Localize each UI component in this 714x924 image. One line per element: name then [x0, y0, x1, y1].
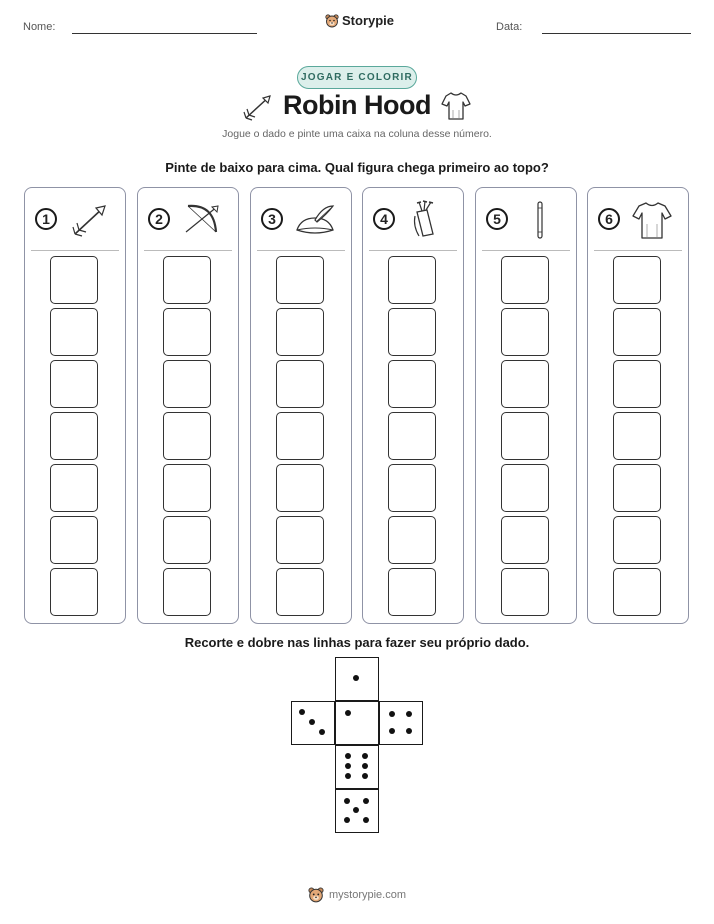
color-box[interactable] [276, 308, 324, 356]
column-divider [369, 250, 457, 251]
color-box[interactable] [501, 412, 549, 460]
die-pip [363, 798, 369, 804]
quiver-icon [405, 200, 449, 240]
color-box[interactable] [501, 464, 549, 512]
die-pip [309, 719, 315, 725]
color-box[interactable] [388, 308, 436, 356]
name-line[interactable] [72, 33, 257, 34]
color-box[interactable] [501, 360, 549, 408]
color-box[interactable] [163, 412, 211, 460]
tunic-icon [630, 200, 674, 240]
activity-badge: JOGAR E COLORIR [297, 66, 417, 89]
color-box[interactable] [50, 516, 98, 564]
date-label: Data: [496, 21, 523, 33]
column-4 [362, 187, 464, 624]
footer [308, 887, 406, 903]
column-2 [137, 187, 239, 624]
column-divider [257, 250, 345, 251]
color-box[interactable] [50, 360, 98, 408]
color-box[interactable] [163, 308, 211, 356]
color-box[interactable] [388, 464, 436, 512]
color-box[interactable] [276, 568, 324, 616]
bear-mascot-icon [308, 887, 324, 903]
color-box[interactable] [50, 256, 98, 304]
game-instruction: Pinte de baixo para cima. Qual figura chega primeiro ao topo? [165, 160, 549, 175]
die-pip [363, 817, 369, 823]
die-face-3 [291, 701, 335, 745]
color-box[interactable] [501, 256, 549, 304]
color-box[interactable] [163, 516, 211, 564]
color-box[interactable] [276, 412, 324, 460]
color-box[interactable] [613, 568, 661, 616]
color-box[interactable] [50, 308, 98, 356]
footer-site[interactable]: mystorypie.com [329, 889, 407, 901]
color-box[interactable] [613, 256, 661, 304]
brand-logo [325, 13, 394, 28]
color-box[interactable] [501, 308, 549, 356]
column-number: 6 [598, 208, 620, 230]
color-box[interactable] [501, 568, 549, 616]
staff-icon [518, 200, 562, 240]
feathered-hat-icon [293, 200, 337, 240]
arrow-icon [67, 200, 111, 240]
column-1 [24, 187, 126, 624]
die-pip [345, 710, 351, 716]
die-pip [344, 817, 350, 823]
color-box[interactable] [163, 360, 211, 408]
color-box[interactable] [163, 256, 211, 304]
die-face-5 [335, 789, 379, 833]
color-box[interactable] [613, 516, 661, 564]
color-box[interactable] [388, 412, 436, 460]
color-box[interactable] [50, 464, 98, 512]
color-box[interactable] [501, 516, 549, 564]
page-title: Robin Hood [283, 90, 431, 120]
column-number: 1 [35, 208, 57, 230]
die-pip [299, 709, 305, 715]
name-label: Nome: [23, 21, 56, 33]
bow-icon [180, 200, 224, 240]
date-line[interactable] [542, 33, 691, 34]
color-box[interactable] [613, 360, 661, 408]
die-pip [345, 773, 351, 779]
die-pip [406, 728, 412, 734]
die-face-4 [379, 701, 423, 745]
die-face-1 [335, 657, 379, 701]
die-face-6 [335, 745, 379, 789]
column-number: 2 [148, 208, 170, 230]
color-box[interactable] [388, 256, 436, 304]
column-number: 4 [373, 208, 395, 230]
column-divider [31, 250, 119, 251]
column-number: 3 [261, 208, 283, 230]
color-box[interactable] [50, 568, 98, 616]
die-face-1 [335, 701, 379, 745]
die-pip [345, 753, 351, 759]
die-pip [362, 753, 368, 759]
color-box[interactable] [276, 516, 324, 564]
column-divider [594, 250, 682, 251]
die-pip [389, 728, 395, 734]
column-5 [475, 187, 577, 624]
color-box[interactable] [276, 360, 324, 408]
die-pip [362, 773, 368, 779]
column-divider [144, 250, 232, 251]
color-box[interactable] [613, 412, 661, 460]
color-box[interactable] [613, 308, 661, 356]
color-box[interactable] [163, 568, 211, 616]
color-box[interactable] [613, 464, 661, 512]
column-divider [482, 250, 570, 251]
color-box[interactable] [50, 412, 98, 460]
color-box[interactable] [388, 568, 436, 616]
die-pip [345, 763, 351, 769]
subtitle: Jogue o dado e pinte uma caixa na coluna desse número. [222, 128, 492, 140]
brand-name: Storypie [342, 13, 395, 28]
die-pip [353, 807, 359, 813]
die-pip [353, 675, 359, 681]
column-6 [587, 187, 689, 624]
column-number: 5 [486, 208, 508, 230]
color-box[interactable] [276, 464, 324, 512]
die-pip [362, 763, 368, 769]
color-box[interactable] [163, 464, 211, 512]
tunic-icon [440, 90, 472, 122]
die-pip [406, 711, 412, 717]
die-pip [389, 711, 395, 717]
column-3 [250, 187, 352, 624]
die-pip [319, 729, 325, 735]
color-box[interactable] [388, 360, 436, 408]
bear-mascot-icon [325, 14, 339, 28]
color-box[interactable] [388, 516, 436, 564]
die-pip [344, 798, 350, 804]
color-box[interactable] [276, 256, 324, 304]
dice-instruction: Recorte e dobre nas linhas para fazer seu próprio dado. [184, 635, 530, 650]
